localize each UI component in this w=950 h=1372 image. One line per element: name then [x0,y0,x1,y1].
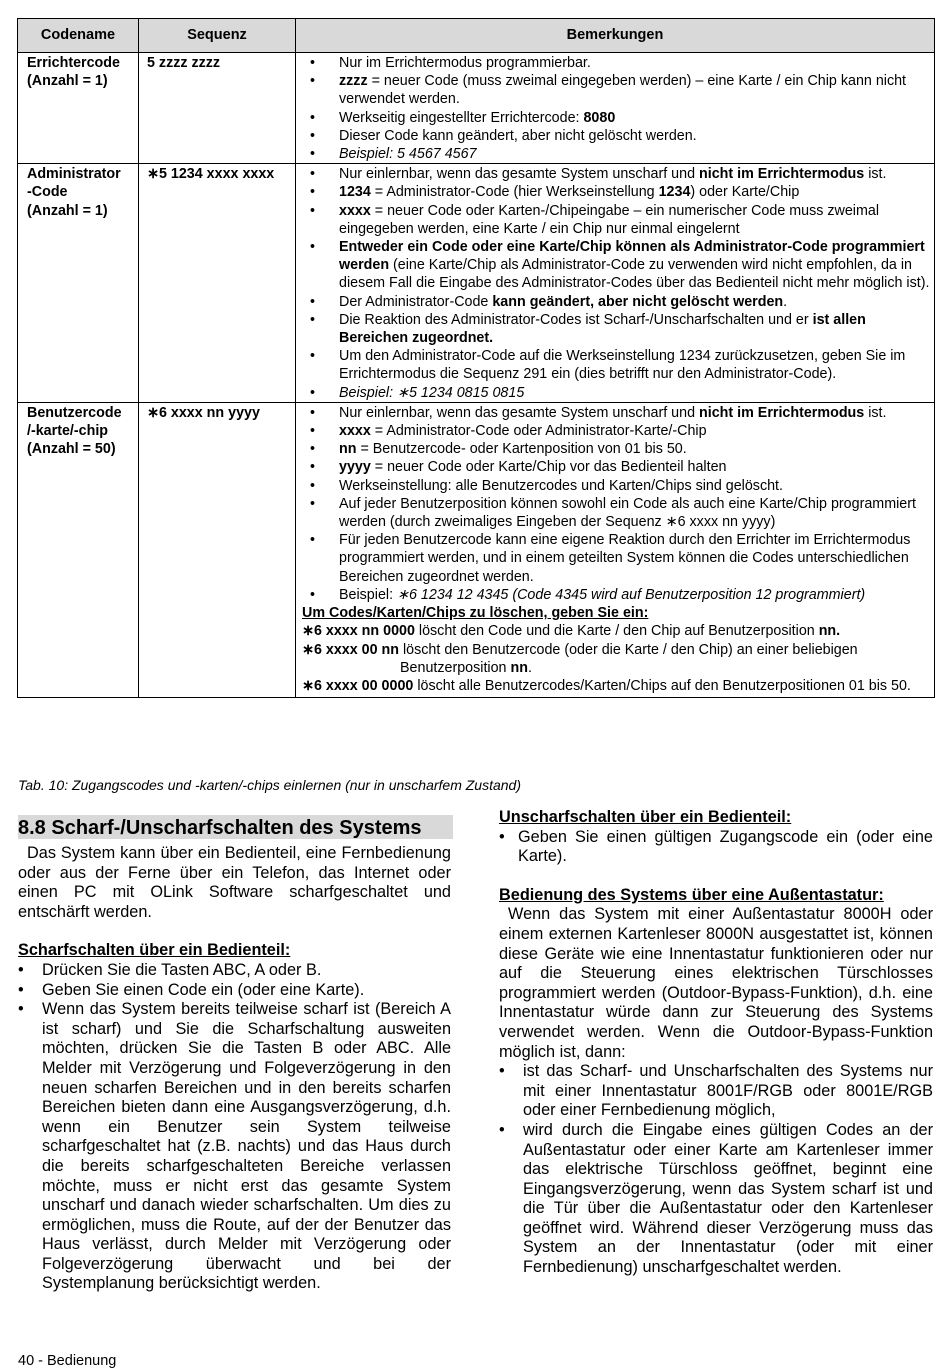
remark-item: • xxxx = neuer Code oder Karten-/Chipeingabe – ein numerischer Code muss zweimal eingegeben werden, eine Karte / ein Chip nur einmal eingelernt [302,202,930,238]
remark-item: • xxxx = Administrator-Code oder Administrator-Karte/-Chip [302,422,930,440]
remark-item: • Um den Administrator-Code auf die Werkseinstellung 1234 zurückzusetzen, geben Sie im Errichtermodus die Sequenz 291 ein (dies betrifft nur den Administrator-Code). [302,347,930,383]
delete-line: ∗6 xxxx 00 0000 löscht alle Benutzercodes/Karten/Chips auf den Benutzerpositionen 01 bis 50. [302,677,911,694]
remark-item: • Nur einlernbar, wenn das gesamte System unscharf und nicht im Errichtermodus ist. [302,165,930,183]
table-row-admin-code [18,164,935,403]
codename-line: /-karte/-chip [27,423,109,440]
remark-item: • Die Reaktion des Administrator-Codes ist Scharf-/Unscharfschalten und er ist allen Bereichen zugeordnet. [302,311,930,347]
list-item: • Geben Sie einen Code ein (oder eine Karte). [18,981,451,1001]
remarks-cell [296,53,935,164]
sequence-cell: ∗5 1234 xxxx xxxx [139,164,296,403]
remark-item: • Auf jeder Benutzerposition können sowohl ein Code als auch eine Karte/Chip programmiert werden (durch zweimaliges Eingeben der Sequenz ∗6 xxxx nn yyyy) [302,495,930,531]
remarks-cell [296,402,935,697]
remark-item: • Nur im Errichtermodus programmierbar. [302,54,930,72]
remark-item: • Beispiel: ∗5 1234 0815 0815 [302,384,930,402]
codename-line: (Anzahl = 1) [27,202,108,219]
remark-item: • Werkseinstellung: alle Benutzercodes und Karten/Chips sind gelöscht. [302,477,930,495]
header-codename: Codename [18,19,139,53]
codename-line: -Code [27,184,68,201]
remark-item: • Dieser Code kann geändert, aber nicht gelöscht werden. [302,127,930,145]
header-sequence: Sequenz [139,19,296,53]
section-intro: Das System kann über ein Bedienteil, eine Fernbedienung oder aus der Ferne über ein Telefon, das Internet oder einen PC mit OLink Software scharfgeschaltet und entschärft werden. [18,844,451,921]
codename-line: (Anzahl = 50) [27,441,116,458]
remark-item: • Für jeden Benutzercode kann eine eigene Reaktion durch den Errichter im Errichtermodus programmiert werden, und in einem geteilten System können die Codes unterschiedlichen Bereichen zugeordnet werden. [302,531,930,586]
outdoor-intro: Wenn das System mit einer Außentastatur 8000H oder einem externen Kartenleser 8000N ausgestattet ist, können diese Geräte wie eine Innentastatur funktionieren oder nur auf die Steuerung eines elektrischen Türschlosses programmiert werden (Outdoor-Bypass-Funktion), d.h. eine Innentastatur würde dann zur Steuerung des Systems verwendet werden. Wenn die Outdoor-Bypass-Funktion möglich ist, dann: [499,905,933,1061]
codename-line: Errichtercode [27,55,120,71]
codename-line: (Anzahl = 1) [27,73,108,90]
section-title: 8.8 Scharf-/Unscharfschalten des Systems [18,815,453,839]
arm-list [18,961,451,1294]
delete-heading: Um Codes/Karten/Chips zu löschen, geben Sie ein: [302,605,649,622]
remarks-cell [296,164,935,403]
page-footer: 40 - Bedienung [18,1353,117,1369]
list-item: • ist das Scharf- und Unscharfschalten des Systems nur mit einer Innentastatur 8001F/RGB oder 8001E/RGB oder einer Fernbedienung möglich, [499,1062,933,1121]
remark-item: • yyyy = neuer Code oder Karte/Chip vor das Bedienteil halten [302,458,930,476]
remark-item: • nn = Benutzercode- oder Kartenposition von 01 bis 50. [302,440,930,458]
remark-item: • Nur einlernbar, wenn das gesamte System unscharf und nicht im Errichtermodus ist. [302,404,930,422]
remark-item: • 1234 = Administrator-Code (hier Werkseinstellung 1234) oder Karte/Chip [302,183,930,201]
table-caption: Tab. 10: Zugangscodes und -karten/-chips einlernen (nur in unscharfem Zustand) [18,777,521,793]
remark-item: • Beispiel: ∗6 1234 12 4345 (Code 4345 wird auf Benutzerposition 12 programmiert) [302,586,930,604]
delete-line: ∗6 xxxx 00 nn löscht den Benutzercode (oder die Karte / den Chip) an einer beliebigen Benutzerposition nn. [302,641,858,676]
codename-cell [18,164,139,403]
list-item: • Wenn das System bereits teilweise scharf ist (Bereich A ist scharf) und Sie die Scharfschaltung ausweiten möchten, drücken Sie die Tasten B oder ABC. Alle Melder mit Verzögerung und Folgeverzögerung in den neuen scharfen Bereichen und in den bereits scharfen Bereichen bieten dann eine Ausgangsverzögerung, d.h. wenn ein Benutzer sein System teilweise scharfgeschaltet hat (z.B. nachts) und das Haus durch die bereits scharfgeschalteten Bereiche verlassen möchte, muss er nicht erst das gesamte System unscharf und danach wieder scharfschalten. Um dies zu ermöglichen, muss die Route, auf der der Benutzer das Haus verlässt, durch Melder mit Verzögerung oder Folgeverzögerung überwacht und bei der Systemplanung berücksichtigt werden. [18,1000,451,1294]
remark-item: • zzzz = neuer Code (muss zweimal eingegeben werden) – eine Karte / ein Chip kann nicht verwendet werden. [302,72,930,108]
right-column [499,808,933,1278]
left-column [18,815,451,1294]
remark-item: • Werkseitig eingestellter Errichtercode: 8080 [302,109,930,127]
access-code-table [17,18,935,698]
codename-cell [18,53,139,164]
disarm-heading: Unscharfschalten über ein Bedienteil: [499,808,792,826]
disarm-list [499,828,933,867]
list-item: • Geben Sie einen gültigen Zugangscode ein (oder eine Karte). [499,828,933,867]
sequence-cell: 5 zzzz zzzz [139,53,296,164]
remark-item: • Entweder ein Code oder eine Karte/Chip können als Administrator-Code programmiert werden (eine Karte/Chip als Administrator-Code zu verwenden wird nicht empfohlen, da in diesem Fall die Eingabe des Administrator-Codes über das Bedienteil nicht mehr möglich ist). [302,238,930,293]
list-item: • wird durch die Eingabe eines gültigen Codes an der Außentastatur oder einer Karte am Kartenleser immer das elektrische Türschloss geöffnet, beginnt eine Eingangsverzögerung, wenn das System scharf ist und die Tür über die Außentastatur oder den Kartenleser geöffnet wird. Während dieser Verzögerung muss das System an der Innentastatur (oder mit einer Fernbedienung) unscharfgeschaltet werden. [499,1121,933,1278]
table-header-row [18,19,935,53]
arm-heading: Scharfschalten über ein Bedienteil: [18,941,291,960]
remark-item: • Der Administrator-Code kann geändert, aber nicht gelöscht werden. [302,293,930,311]
sequence-cell: ∗6 xxxx nn yyyy [139,402,296,697]
remark-item: • Beispiel: 5 4567 4567 [302,145,930,163]
table-row-user-code [18,402,935,697]
delete-line: ∗6 xxxx nn 0000 löscht den Code und die Karte / den Chip auf Benutzerposition nn. [302,623,841,640]
table-row-installer-code [18,53,935,164]
list-item: • Drücken Sie die Tasten ABC, A oder B. [18,961,451,981]
outdoor-list [499,1062,933,1278]
header-remarks: Bemerkungen [296,19,935,53]
codename-line: Benutzercode [27,404,122,421]
codename-cell [18,402,139,697]
codename-line: Administrator [27,166,121,183]
outdoor-heading: Bedienung des Systems über eine Außentastatur: [499,885,884,904]
